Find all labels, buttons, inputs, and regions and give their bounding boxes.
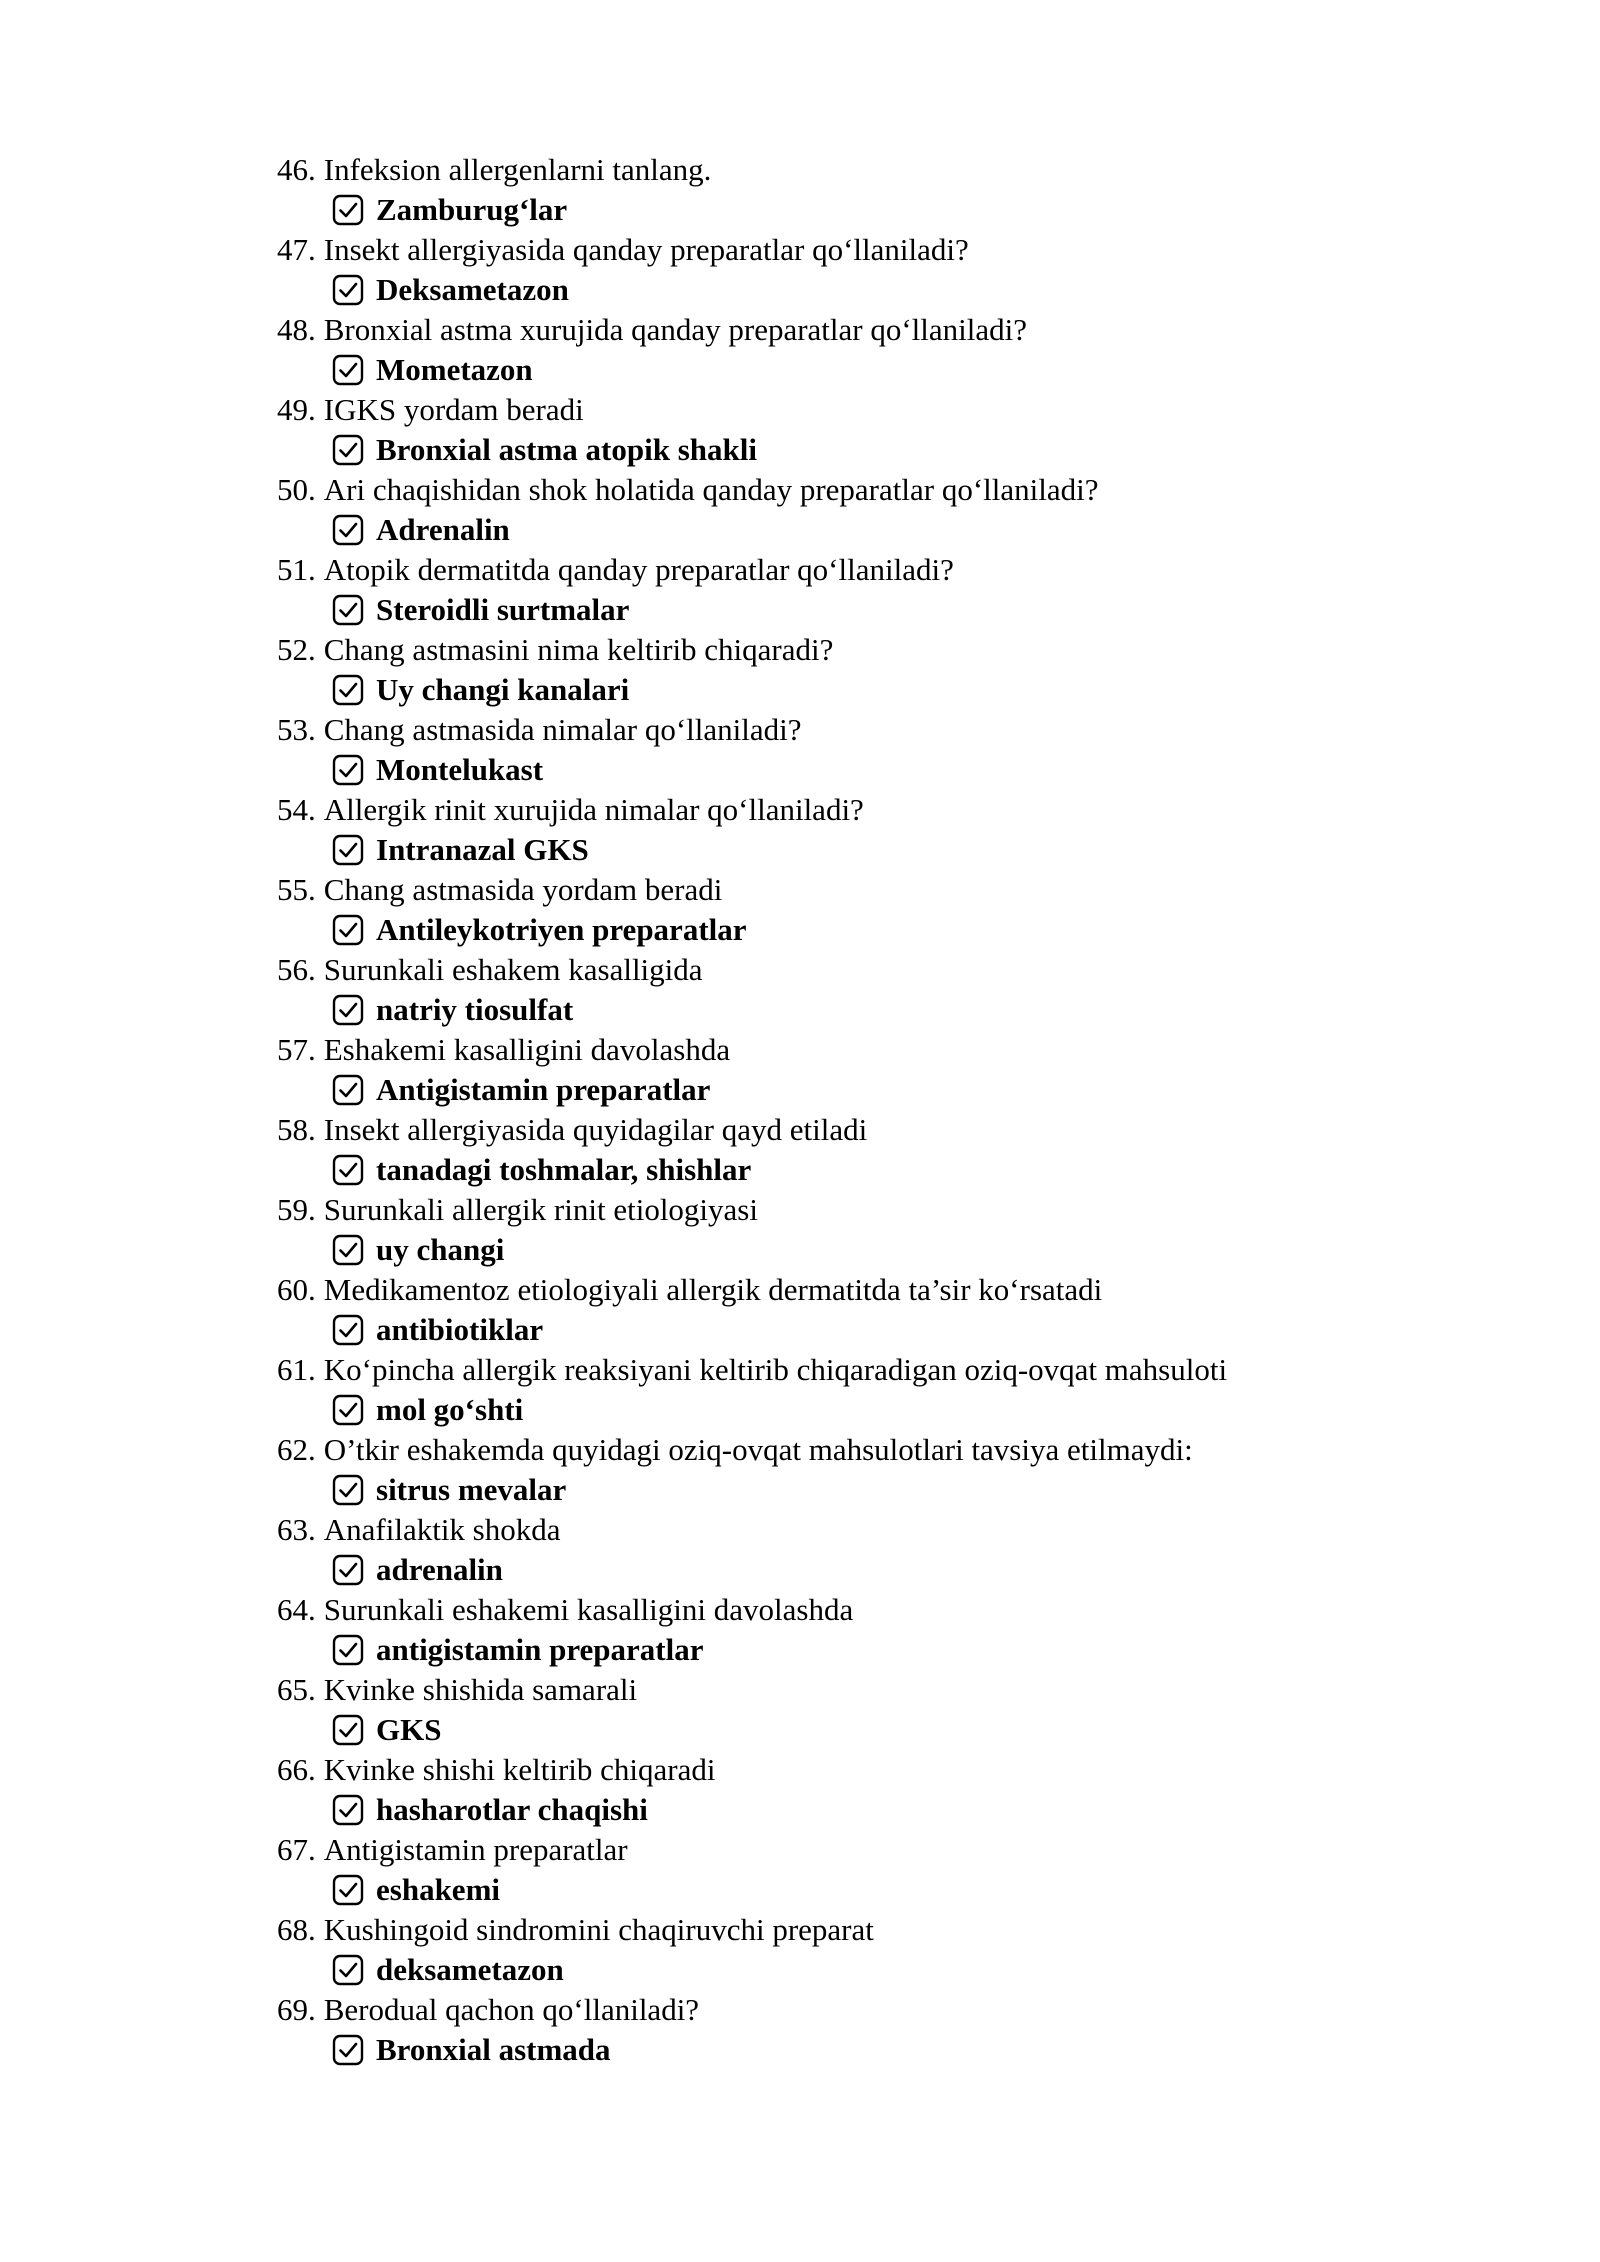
question-number: 50. (277, 472, 316, 507)
checked-box-icon (332, 1634, 364, 1666)
question-line (277, 470, 1397, 510)
question-text: Bronxial astma xurujida qanday preparatlar qo‘llaniladi? (323, 312, 1028, 347)
question-line (277, 1750, 1397, 1790)
answer-line (277, 1150, 1397, 1190)
question-text: Kvinke shishi keltirib chiqaradi (323, 1752, 716, 1787)
question-item (277, 390, 1397, 470)
question-number: 46. (277, 152, 316, 187)
question-line (277, 1350, 1397, 1390)
answer-line (277, 910, 1397, 950)
question-line (277, 790, 1397, 830)
question-number: 55. (277, 872, 316, 907)
question-item (277, 1270, 1397, 1350)
question-item (277, 1430, 1397, 1510)
question-text: Medikamentoz etiologiyali allergik dermatitda ta’sir ko‘rsatadi (323, 1272, 1103, 1307)
question-item (277, 470, 1397, 550)
question-item (277, 790, 1397, 870)
question-text: Chang astmasini nima keltirib chiqaradi? (323, 632, 834, 667)
question-number: 63. (277, 1512, 316, 1547)
checked-box-icon (332, 274, 364, 306)
question-line (277, 150, 1397, 190)
question-line (277, 950, 1397, 990)
answer-line (277, 1950, 1397, 1990)
question-item (277, 710, 1397, 790)
answer-line (277, 1790, 1397, 1830)
answer-text: mol go‘shti (376, 1392, 524, 1427)
answer-line (277, 1390, 1397, 1430)
question-text: Antigistamin preparatlar (323, 1832, 628, 1867)
question-text: Allergik rinit xurujida nimalar qo‘llaniladi? (323, 792, 864, 827)
question-item (277, 1510, 1397, 1590)
question-text: Chang astmasida nimalar qo‘llaniladi? (323, 712, 802, 747)
question-item (277, 310, 1397, 390)
question-number: 48. (277, 312, 316, 347)
question-number: 52. (277, 632, 316, 667)
question-text: Surunkali eshakem kasalligida (323, 952, 703, 987)
question-text: Insekt allergiyasida qanday preparatlar qo‘llaniladi? (323, 232, 969, 267)
question-line (277, 710, 1397, 750)
answer-line (277, 190, 1397, 230)
question-item (277, 1990, 1397, 2070)
question-line (277, 630, 1397, 670)
answer-text: natriy tiosulfat (376, 992, 574, 1027)
question-number: 61. (277, 1352, 316, 1387)
answer-text: hasharotlar chaqishi (376, 1792, 648, 1827)
answer-text: Deksametazon (376, 272, 569, 307)
question-text: Kvinke shishida samarali (323, 1672, 638, 1707)
answer-text: deksametazon (376, 1952, 564, 1987)
question-line (277, 1430, 1397, 1470)
answer-text: Montelukast (376, 752, 544, 787)
checked-box-icon (332, 674, 364, 706)
question-line (277, 230, 1397, 270)
checked-box-icon (332, 1074, 364, 1106)
answer-text: eshakemi (376, 1872, 500, 1907)
question-item (277, 550, 1397, 630)
question-number: 49. (277, 392, 316, 427)
checked-box-icon (332, 754, 364, 786)
answer-text: Antigistamin preparatlar (376, 1072, 711, 1107)
question-text: Atopik dermatitda qanday preparatlar qo‘llaniladi? (323, 552, 954, 587)
question-text: Surunkali eshakemi kasalligini davolashda (323, 1592, 854, 1627)
checked-box-icon (332, 994, 364, 1026)
question-item (277, 1590, 1397, 1670)
question-line (277, 870, 1397, 910)
question-item (277, 1350, 1397, 1430)
question-number: 69. (277, 1992, 316, 2027)
answer-line (277, 1310, 1397, 1350)
answer-text: Uy changi kanalari (376, 672, 630, 707)
question-line (277, 1510, 1397, 1550)
question-item (277, 1830, 1397, 1910)
question-number: 56. (277, 952, 316, 987)
answer-line (277, 430, 1397, 470)
answer-line (277, 1710, 1397, 1750)
checked-box-icon (332, 834, 364, 866)
answer-line (277, 270, 1397, 310)
question-item (277, 150, 1397, 230)
question-number: 66. (277, 1752, 316, 1787)
answer-line (277, 350, 1397, 390)
question-number: 59. (277, 1192, 316, 1227)
answer-text: adrenalin (376, 1552, 503, 1587)
question-item (277, 870, 1397, 950)
answer-line (277, 2030, 1397, 2070)
answer-text: Adrenalin (376, 512, 510, 547)
question-text: O’tkir eshakemda quyidagi oziq-ovqat mahsulotlari tavsiya etilmaydi: (323, 1432, 1193, 1467)
question-text: Ari chaqishidan shok holatida qanday preparatlar qo‘llaniladi? (323, 472, 1099, 507)
question-number: 67. (277, 1832, 316, 1867)
question-item (277, 1750, 1397, 1830)
answer-line (277, 510, 1397, 550)
question-text: Kushingoid sindromini chaqiruvchi preparat (323, 1912, 874, 1947)
checked-box-icon (332, 1794, 364, 1826)
question-line (277, 1270, 1397, 1310)
question-number: 64. (277, 1592, 316, 1627)
answer-text: Mometazon (376, 352, 533, 387)
answer-text: Steroidli surtmalar (376, 592, 630, 627)
question-number: 65. (277, 1672, 316, 1707)
question-line (277, 550, 1397, 590)
question-number: 51. (277, 552, 316, 587)
question-item (277, 1910, 1397, 1990)
question-text: Surunkali allergik rinit etiologiyasi (323, 1192, 758, 1227)
answer-line (277, 670, 1397, 710)
checked-box-icon (332, 1554, 364, 1586)
question-item (277, 1110, 1397, 1190)
answer-line (277, 1870, 1397, 1910)
answer-line (277, 1230, 1397, 1270)
checked-box-icon (332, 194, 364, 226)
question-number: 53. (277, 712, 316, 747)
question-line (277, 390, 1397, 430)
question-text: IGKS yordam beradi (323, 392, 584, 427)
question-number: 68. (277, 1912, 316, 1947)
question-item (277, 230, 1397, 310)
question-number: 54. (277, 792, 316, 827)
answer-text: Intranazal GKS (376, 832, 589, 867)
answer-text: uy changi (376, 1232, 505, 1267)
answer-text: sitrus mevalar (376, 1472, 567, 1507)
answer-line (277, 990, 1397, 1030)
answer-text: GKS (376, 1712, 442, 1747)
answer-text: antigistamin preparatlar (376, 1632, 704, 1667)
question-text: Chang astmasida yordam beradi (323, 872, 723, 907)
question-text: Insekt allergiyasida quyidagilar qayd etiladi (323, 1112, 868, 1147)
checked-box-icon (332, 514, 364, 546)
checked-box-icon (332, 1154, 364, 1186)
question-line (277, 310, 1397, 350)
checked-box-icon (332, 594, 364, 626)
checked-box-icon (332, 1954, 364, 1986)
question-line (277, 1590, 1397, 1630)
question-number: 57. (277, 1032, 316, 1067)
question-list (277, 150, 1397, 2070)
checked-box-icon (332, 354, 364, 386)
question-number: 62. (277, 1432, 316, 1467)
answer-line (277, 590, 1397, 630)
answer-line (277, 1630, 1397, 1670)
question-line (277, 1190, 1397, 1230)
question-item (277, 950, 1397, 1030)
answer-text: Zamburug‘lar (376, 192, 568, 227)
answer-line (277, 1470, 1397, 1510)
question-item (277, 1030, 1397, 1110)
question-text: Anafilaktik shokda (323, 1512, 561, 1547)
answer-text: Bronxial astmada (376, 2032, 611, 2067)
question-number: 58. (277, 1112, 316, 1147)
checked-box-icon (332, 1874, 364, 1906)
answer-line (277, 750, 1397, 790)
question-line (277, 1990, 1397, 2030)
answer-text: Bronxial astma atopik shakli (376, 432, 757, 467)
checked-box-icon (332, 1234, 364, 1266)
question-line (277, 1670, 1397, 1710)
answer-text: antibiotiklar (376, 1312, 544, 1347)
question-line (277, 1030, 1397, 1070)
checked-box-icon (332, 1314, 364, 1346)
question-text: Infeksion allergenlarni tanlang. (323, 152, 712, 187)
checked-box-icon (332, 1474, 364, 1506)
answer-line (277, 1550, 1397, 1590)
question-line (277, 1830, 1397, 1870)
answer-line (277, 1070, 1397, 1110)
question-item (277, 630, 1397, 710)
question-item (277, 1670, 1397, 1750)
question-text: Eshakemi kasalligini davolashda (323, 1032, 731, 1067)
checked-box-icon (332, 434, 364, 466)
answer-text: Antileykotriyen preparatlar (376, 912, 747, 947)
checked-box-icon (332, 914, 364, 946)
checked-box-icon (332, 1394, 364, 1426)
question-line (277, 1910, 1397, 1950)
checked-box-icon (332, 1714, 364, 1746)
question-text: Ko‘pincha allergik reaksiyani keltirib chiqaradigan oziq-ovqat mahsuloti (323, 1352, 1228, 1387)
answer-text: tanadagi toshmalar, shishlar (376, 1152, 752, 1187)
question-item (277, 1190, 1397, 1270)
question-number: 60. (277, 1272, 316, 1307)
question-number: 47. (277, 232, 316, 267)
checked-box-icon (332, 2034, 364, 2066)
question-line (277, 1110, 1397, 1150)
answer-line (277, 830, 1397, 870)
question-text: Berodual qachon qo‘llaniladi? (323, 1992, 700, 2027)
